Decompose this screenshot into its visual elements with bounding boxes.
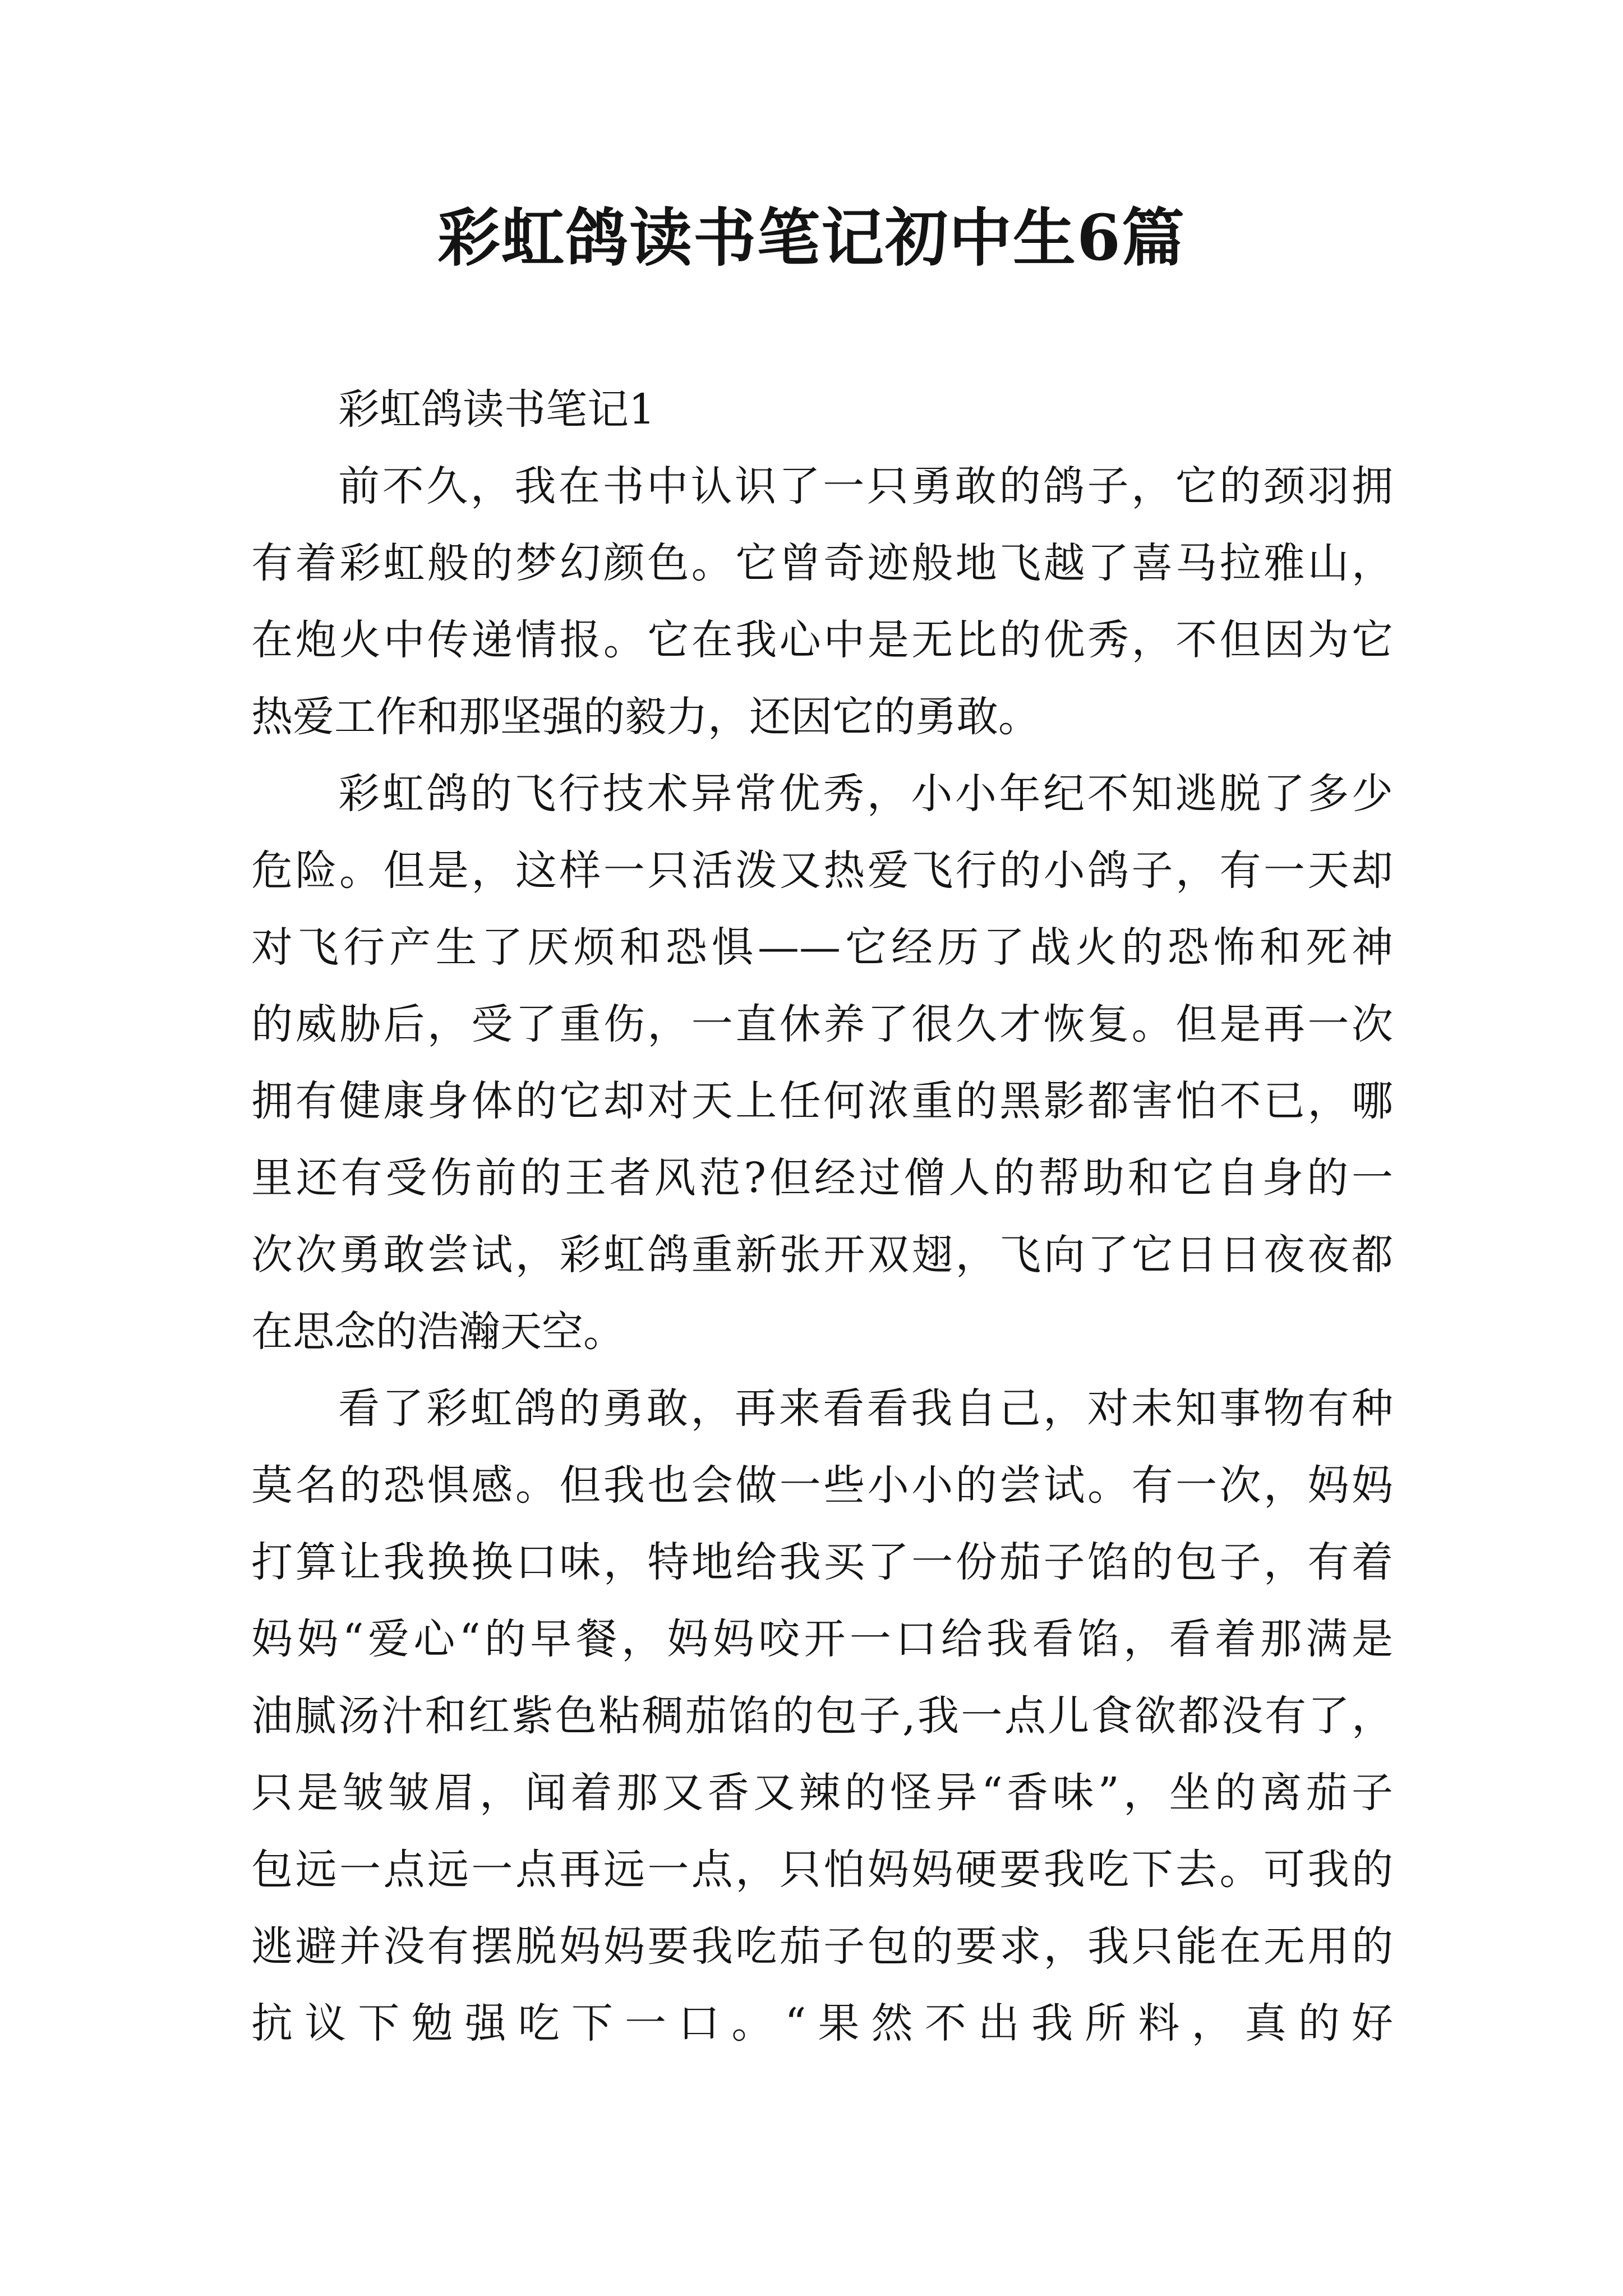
text-line: 危险。但是，这样一只活泼又热爱飞行的小鸽子，有一天却 [251, 846, 1393, 895]
text-line: 热爱工作和那坚强的毅力，还因它的勇敢。 [251, 693, 1040, 741]
text-line: 只是皱皱眉，闻着那又香又辣的怪异“香味”，坐的离茄子 [251, 1769, 1393, 1817]
text-line: 看了彩虹鸽的勇敢，再来看看我自己，对未知事物有种 [338, 1384, 1393, 1433]
text-line: 抗议下勉强吃下一口。“果然不出我所料，真的好 [251, 1999, 1393, 2047]
text-line: 前不久，我在书中认识了一只勇敢的鸽子，它的颈羽拥 [338, 462, 1393, 510]
document-body [251, 371, 1393, 2062]
text-line: 里还有受伤前的王者风范?但经过僧人的帮助和它自身的一 [251, 1154, 1393, 1202]
text-line: 拥有健康身体的它却对天上任何浓重的黑影都害怕不已，哪 [251, 1077, 1393, 1125]
text-line: 有着彩虹般的梦幻颜色。它曾奇迹般地飞越了喜马拉雅山， [251, 539, 1393, 587]
text-line: 包远一点远一点再远一点，只怕妈妈硬要我吃下去。可我的 [251, 1846, 1393, 1894]
text-line: 次次勇敢尝试，彩虹鸽重新张开双翅，飞向了它日日夜夜都 [251, 1231, 1393, 1279]
text-line: 油腻汤汁和红紫色粘稠茄馅的包子,我一点儿食欲都没有了， [251, 1692, 1393, 1740]
text-line: 在炮火中传递情报。它在我心中是无比的优秀，不但因为它 [251, 616, 1393, 664]
text-line: 逃避并没有摆脱妈妈要我吃茄子包的要求，我只能在无用的 [251, 1922, 1393, 1971]
text-line: 打算让我换换口味，特地给我买了一份茄子馅的包子，有着 [251, 1538, 1393, 1586]
text-line: 彩虹鸽的飞行技术异常优秀，小小年纪不知逃脱了多少 [338, 770, 1393, 818]
document-title: 彩虹鸽读书笔记初中生6篇 [437, 201, 1186, 275]
text-line: 妈妈“爱心“的早餐，妈妈咬开一口给我看馅，看着那满是 [251, 1615, 1393, 1663]
text-line: 的威胁后，受了重伤，一直休养了很久才恢复。但是再一次 [251, 1000, 1393, 1048]
text-line: 彩虹鸽读书笔记1 [338, 385, 656, 434]
text-line: 对飞行产生了厌烦和恐惧——它经历了战火的恐怖和死神 [251, 923, 1393, 972]
text-line: 在思念的浩瀚天空。 [251, 1308, 625, 1356]
text-line: 莫名的恐惧感。但我也会做一些小小的尝试。有一次，妈妈 [251, 1461, 1393, 1510]
